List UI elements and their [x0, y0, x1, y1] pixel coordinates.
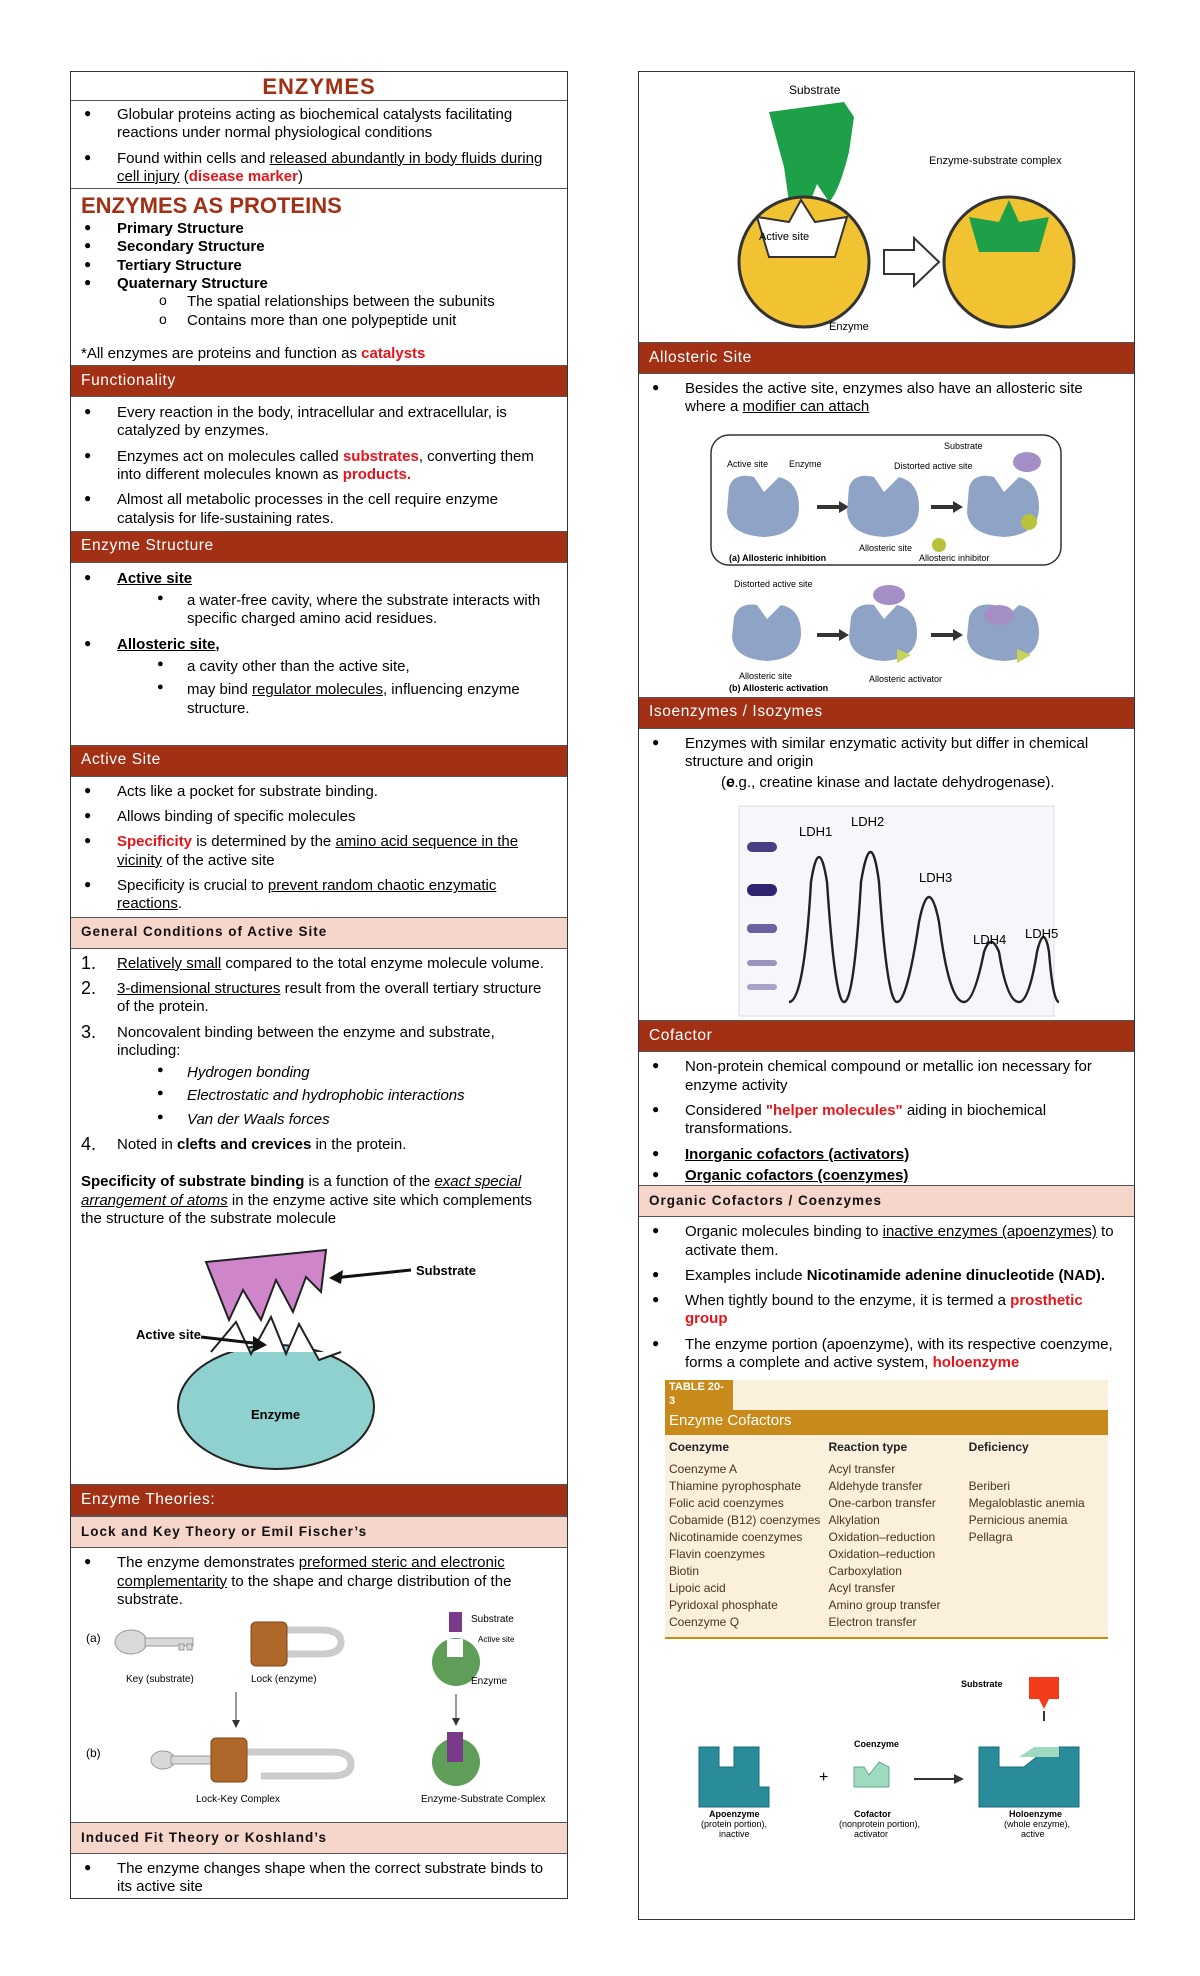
- table-cell: Pernicious anemia: [968, 1512, 1068, 1527]
- cofactor-heading: Cofactor: [639, 1020, 1134, 1052]
- isoenzymes-list: [639, 729, 1134, 803]
- table-cell: Oxidation–reduction: [828, 1529, 936, 1544]
- list-item: ● Primary Structure: [81, 220, 557, 238]
- table-header-cell: Reaction type: [828, 1439, 908, 1454]
- activator-label: Allosteric activator: [869, 673, 943, 684]
- list-item: ● Quaternary Structure o The spatial relationships between the subunits o Contains more than one polypeptide unit: [81, 275, 557, 330]
- table-cell: [969, 1615, 1104, 1630]
- proteins-title: ENZYMES AS PROTEINS: [71, 188, 567, 220]
- active-site-label: Active site: [759, 231, 810, 243]
- table-cell: Amino group transfer: [828, 1597, 941, 1612]
- active-site-label: Active site: [478, 1635, 515, 1645]
- key-label: Key (substrate): [126, 1674, 194, 1686]
- table-title: Enzyme Cofactors: [665, 1410, 1108, 1435]
- substrate-label: Substrate: [416, 1263, 476, 1279]
- active-site-diagram: [71, 1232, 567, 1480]
- list-item: ● may bind regulator molecules, influencing enzyme structure.: [117, 681, 557, 718]
- es-complex-label: Enzyme-Substrate Complex: [421, 1794, 546, 1806]
- list-item: ● Specificity is determined by the amino acid sequence in the vicinity of the active site: [81, 833, 557, 870]
- enzyme-structure-heading: Enzyme Structure: [71, 531, 567, 563]
- table-cell: Thiamine pyrophosphate: [669, 1478, 802, 1493]
- list-item: o The spatial relationships between the subunits: [117, 293, 557, 311]
- list-item: o Contains more than one polypeptide unit: [117, 312, 557, 330]
- distorted-label: Distorted active site: [894, 460, 973, 471]
- table-cell: Coenzyme A: [669, 1461, 738, 1476]
- enzyme-label: Enzyme: [471, 1676, 508, 1688]
- cof-label-3: activator: [854, 1828, 889, 1837]
- allosteric-site-label: Allosteric site: [859, 542, 913, 553]
- table-cell: Coenzyme Q: [669, 1614, 740, 1629]
- induced-fit-heading: Induced Fit Theory or Koshland’s: [71, 1822, 567, 1854]
- list-item: ● Considered "helper molecules" aiding in biochemical transformations.: [649, 1102, 1124, 1139]
- key-icon: [115, 1630, 193, 1654]
- list-item: ● Hydrogen bonding: [117, 1064, 557, 1082]
- list-item: 2. 3-dimensional structures result from the overall tertiary structure of the protein.: [81, 977, 542, 1016]
- lock-key-complex-icon: [151, 1738, 351, 1782]
- table-body: [665, 1435, 1108, 1637]
- table-row: [669, 1563, 1104, 1580]
- peak-label: LDH3: [919, 870, 953, 886]
- enzyme-label: Enzyme: [789, 458, 822, 469]
- holo-label: Holoenzyme: [1009, 1808, 1063, 1819]
- table-cell: Acyl transfer: [828, 1461, 896, 1476]
- table-header-cell: Coenzyme: [669, 1439, 730, 1454]
- table-cell: [969, 1564, 1104, 1579]
- list-item: ● Organic cofactors (coenzymes): [649, 1167, 1124, 1185]
- lock-key-figure: [71, 1612, 567, 1822]
- table-cell: Lipoic acid: [669, 1580, 726, 1595]
- general-conditions-list: [71, 949, 567, 1155]
- enzyme-cofactors-table: [665, 1380, 1108, 1638]
- right-column: [638, 71, 1135, 1920]
- apo-label-3: inactive: [719, 1828, 750, 1837]
- table-row: [669, 1529, 1104, 1546]
- apo-label: Apoenzyme: [709, 1808, 760, 1819]
- substrate-label: Substrate: [944, 440, 983, 451]
- table-cell: Folic acid coenzymes: [669, 1495, 784, 1510]
- list-item: ● Almost all metabolic processes in the cell require enzyme catalysis for life-sustaining rates.: [81, 491, 557, 528]
- complex-label: Enzyme-substrate complex: [929, 155, 1062, 167]
- catalyst-note: *All enzymes are proteins and function as catalysts: [81, 344, 426, 362]
- table-row: [669, 1478, 1104, 1495]
- functionality-list: [71, 397, 567, 531]
- list-item: ● a cavity other than the active site,: [117, 658, 557, 676]
- list-item: ● Found within cells and released abundantly in body fluids during cell injury (disease marker): [81, 150, 557, 187]
- substrate-shape: [769, 102, 854, 210]
- arrow-icon: [884, 238, 939, 286]
- table-header-cell: Deficiency: [968, 1439, 1029, 1454]
- table-row: [669, 1461, 1104, 1478]
- organic-cofactors-list: [639, 1217, 1134, 1372]
- substrate-label: Substrate: [961, 1678, 1003, 1689]
- left-column: [70, 71, 568, 1899]
- holo-label-3: active: [1021, 1828, 1045, 1837]
- table-cell: [969, 1581, 1104, 1596]
- induced-fit-list: [71, 1854, 567, 1899]
- isoenzymes-heading: Isoenzymes / Isozymes: [639, 697, 1134, 729]
- coenzyme-label: Coenzyme: [854, 1738, 900, 1749]
- table-row: [669, 1546, 1104, 1563]
- list-item: ● The enzyme demonstrates preformed steric and electronic complementarity to the shape and charge distribution of the substrate.: [81, 1554, 557, 1609]
- enzyme-substrate-figure: [639, 72, 1134, 342]
- list-item: o (e.g., creatine kinase and lactate dehydrogenase).: [685, 774, 1124, 792]
- list-item: ● Besides the active site, enzymes also have an allosteric site where a modifier can attach: [649, 380, 1124, 417]
- list-item: ● Active site ● a water-free cavity, where the substrate interacts with specific charged amino acid residues.: [81, 570, 557, 629]
- table-row: [669, 1495, 1104, 1512]
- es-complex-icon: [432, 1732, 480, 1786]
- list-item: 4. Noted in clefts and crevices in the protein.: [81, 1134, 407, 1155]
- peak-label: LDH1: [799, 824, 833, 840]
- active-site-label: Active site: [136, 1327, 202, 1343]
- cof-label-2: (nonprotein portion),: [839, 1818, 921, 1829]
- lock-key-list: [71, 1548, 567, 1612]
- specificity-paragraph: Specificity of substrate binding is a function of the exact special arrangement of atoms in the enzyme active site which complements the structure of the substrate molecule: [81, 1173, 533, 1227]
- table-row: [669, 1580, 1104, 1597]
- fig-b-label: (b): [86, 1746, 101, 1761]
- list-item: ● Inorganic cofactors (activators): [649, 1146, 1124, 1164]
- list-item: ● Every reaction in the body, intracellular and extracellular, is catalyzed by enzymes.: [81, 404, 557, 441]
- list-item: 1. Relatively small compared to the total enzyme molecule volume.: [81, 952, 544, 973]
- table-cell: One-carbon transfer: [828, 1495, 936, 1510]
- active-site-list: [71, 777, 567, 917]
- table-header-row: [669, 1439, 1104, 1461]
- table-cell: Carboxylation: [828, 1563, 902, 1578]
- apoenzyme-shape: [699, 1747, 769, 1807]
- allosteric-site-label: Allosteric site: [739, 670, 793, 681]
- list-item: ● a water-free cavity, where the substrate interacts with specific charged amino acid residues.: [117, 592, 557, 629]
- holo-label-2: (whole enzyme),: [1004, 1818, 1071, 1829]
- peak-label: LDH2: [851, 814, 885, 830]
- peak-label: LDH4: [973, 932, 1007, 948]
- table-cell: Electron transfer: [828, 1614, 917, 1629]
- table-cell: [969, 1547, 1104, 1562]
- allosteric-figure: [639, 427, 1134, 697]
- list-item: ● Examples include Nicotinamide adenine dinucleotide (NAD).: [649, 1267, 1124, 1285]
- inhibitor-label: Allosteric inhibitor: [919, 552, 990, 563]
- allosteric-list: [639, 374, 1134, 427]
- substrate-label: Substrate: [471, 1614, 514, 1626]
- table-cell: Biotin: [669, 1563, 700, 1578]
- list-item: ● Non-protein chemical compound or metallic ion necessary for enzyme activity: [649, 1058, 1124, 1095]
- table-cell: [969, 1598, 1104, 1613]
- table-cell: Acyl transfer: [828, 1580, 896, 1595]
- table-row: [669, 1597, 1104, 1614]
- list-item: ● Tertiary Structure: [81, 257, 557, 275]
- table-cell: [969, 1462, 1104, 1477]
- list-item: ● When tightly bound to the enzyme, it is termed a prosthetic group: [649, 1292, 1124, 1329]
- list-item: ● Globular proteins acting as biochemical catalysts facilitating reactions under normal physiological conditions: [81, 106, 557, 143]
- substrate-shape: [206, 1250, 326, 1320]
- fig-a-label: (a): [86, 1631, 101, 1646]
- lock-label: Lock (enzyme): [251, 1674, 317, 1686]
- structure-levels: [71, 220, 567, 333]
- holoenzyme-figure: [639, 1647, 1134, 1837]
- enzyme-label: Enzyme: [829, 321, 869, 333]
- list-item: ● Secondary Structure: [81, 238, 557, 256]
- list-item: ● Enzymes with similar enzymatic activity but differ in chemical structure and origin o (e.g., creatine kinase and lactate dehydrogenase).: [649, 735, 1124, 793]
- table-cell: Nicotinamide coenzymes: [669, 1529, 803, 1544]
- substrate-label: Substrate: [789, 83, 841, 97]
- list-item: ● The enzyme portion (apoenzyme), with its respective coenzyme, forms a complete and active system, holoenzyme: [649, 1336, 1124, 1373]
- table-cell: Aldehyde transfer: [828, 1478, 923, 1493]
- enzyme-theories-heading: Enzyme Theories:: [71, 1484, 567, 1516]
- list-item: ● Organic molecules binding to inactive enzymes (apoenzymes) to activate them.: [649, 1223, 1124, 1260]
- plus-label: +: [819, 1768, 829, 1786]
- table-cell: Beriberi: [968, 1478, 1011, 1493]
- apo-label-2: (protein portion),: [701, 1818, 768, 1829]
- general-conditions-heading: General Conditions of Active Site: [71, 917, 567, 949]
- list-item: ● Van der Waals forces: [117, 1111, 557, 1129]
- lock-icon: [251, 1622, 341, 1666]
- table-cell: Alkylation: [828, 1512, 880, 1527]
- page-title: ENZYMES: [71, 72, 567, 101]
- allosteric-heading: Allosteric Site: [639, 342, 1134, 374]
- structure-list: [71, 563, 567, 745]
- table-row: [669, 1512, 1104, 1529]
- activation-caption: (b) Allosteric activation: [729, 682, 829, 693]
- active-site-label: Active site: [727, 458, 769, 469]
- cof-label: Cofactor: [854, 1808, 892, 1819]
- intro-list: [71, 101, 567, 186]
- inhibition-caption: (a) Allosteric inhibition: [729, 552, 827, 563]
- distorted-label: Distorted active site: [734, 578, 813, 589]
- list-item: ● Acts like a pocket for substrate binding.: [81, 783, 557, 801]
- cofactor-shape: [854, 1762, 889, 1787]
- list-item: ● Enzymes act on molecules called substrates, converting them into different molecules known as products.: [81, 448, 557, 485]
- functionality-heading: Functionality: [71, 365, 567, 397]
- lock-key-heading: Lock and Key Theory or Emil Fischer’s: [71, 1516, 567, 1548]
- table-cell: Pellagra: [968, 1529, 1013, 1544]
- table-cell: Flavin coenzymes: [669, 1546, 766, 1561]
- table-row: [669, 1614, 1104, 1631]
- table-label: TABLE 20-3: [665, 1380, 733, 1410]
- enzyme-label: Enzyme: [251, 1407, 301, 1423]
- cofactor-list: [639, 1052, 1134, 1185]
- list-item: ● Electrostatic and hydrophobic interactions: [117, 1087, 557, 1105]
- list-item: ● The enzyme changes shape when the correct substrate binds to its active site: [81, 1860, 557, 1897]
- ldh-electrophoresis: [639, 802, 1134, 1020]
- list-item: ● Allows binding of specific molecules: [81, 808, 557, 826]
- table-cell: Pyridoxal phosphate: [669, 1597, 778, 1612]
- table-cell: Megaloblastic anemia: [968, 1495, 1085, 1510]
- table-cell: Oxidation–reduction: [828, 1546, 936, 1561]
- peak-label: LDH5: [1025, 926, 1059, 942]
- list-item: ● Allosteric site, ● a cavity other than the active site, ● may bind regulator molecules, influencing enzyme structure.: [81, 636, 557, 718]
- active-site-heading: Active Site: [71, 745, 567, 777]
- list-item: 3. Noncovalent binding between the enzyme and substrate, including: ● Hydrogen bonding ● Electrostatic and hydrophobic interactions ● Van der Waals forces: [81, 1024, 557, 1129]
- list-item: ● Specificity is crucial to prevent random chaotic enzymatic reactions.: [81, 877, 557, 914]
- lock-key-complex-label: Lock-Key Complex: [196, 1794, 280, 1806]
- table-cell: Cobamide (B12) coenzymes: [669, 1512, 821, 1527]
- organic-cofactors-heading: Organic Cofactors / Coenzymes: [639, 1185, 1134, 1217]
